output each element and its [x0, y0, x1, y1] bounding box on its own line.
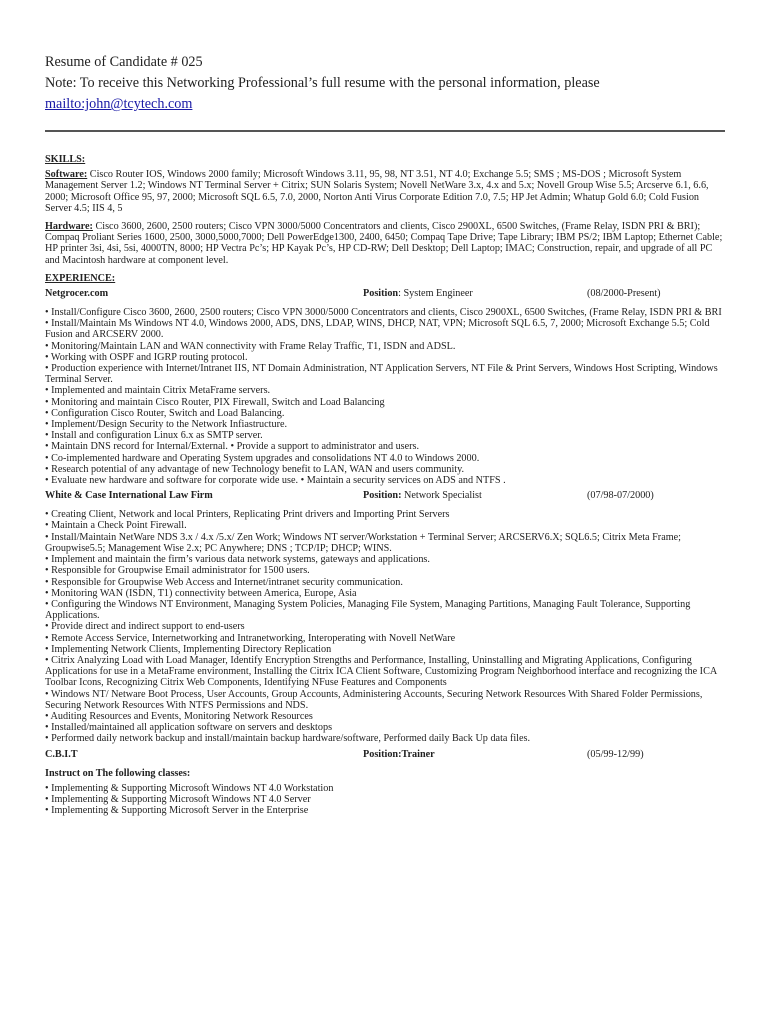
- job-position: [363, 288, 473, 299]
- company-name: White & Case International Law Firm: [45, 490, 213, 502]
- list-item: • Remote Access Service, Internetworking and Intranetworking, Interoperating with Novell NetWare: [45, 632, 456, 644]
- hardware-label: Hardware:: [45, 221, 93, 233]
- list-item: • Implementing & Supporting Microsoft Server in the Enterprise: [45, 805, 309, 817]
- list-item: • Implementing & Supporting Microsoft Windows NT 4.0 Server: [45, 793, 311, 805]
- company-name: C.B.I.T: [45, 748, 78, 760]
- job-bullets: [45, 783, 725, 817]
- list-item: • Install/Maintain NetWare NDS 3.x / 4.x /5.x/ Zen Work; Windows NT server/Workstation + Terminal Server; ARCSERV6.X; SQL6.5; Citrix Meta Frame; Groupwise5.5; Management Wise 2.x; PC Anywhere; DNS ; TCP/IP; DHCP; WINS.: [45, 531, 681, 554]
- list-item: • Install and configuration Linux 6.x as SMTP server.: [45, 430, 263, 442]
- list-item: • Implementing Network Clients, Implementing Directory Replication: [45, 643, 332, 655]
- resume-body: [45, 154, 725, 816]
- list-item: • Creating Client, Network and local Printers, Replicating Print drivers and Importing Print Servers: [45, 509, 450, 521]
- position-title: : System Engineer: [398, 288, 473, 300]
- skills-heading: SKILLS:: [45, 154, 86, 165]
- list-item: • Monitoring WAN (ISDN, T1) connectivity between America, Europe, Asia: [45, 587, 357, 599]
- position-title: Network Specialist: [401, 490, 482, 502]
- software-label: Software:: [45, 169, 88, 181]
- list-item: • Evaluate new hardware and software for corporate wide use. • Maintain a security services on ADS and NTFS .: [45, 475, 506, 487]
- list-item: • Install/Configure Cisco 3600, 2600, 2500 routers; Cisco VPN 3000/5000 Concentrators and clients, Cisco 2900XL, 6500 Switches, (Frame Relay, ISDN PRI & BRI: [45, 307, 722, 319]
- company-name: Netgrocer.com: [45, 288, 109, 300]
- resume-header: [45, 52, 735, 115]
- software-text: Cisco Router IOS, Windows 2000 family; Microsoft Windows 3.11, 95, 98, NT 3.51, NT 4.0; Exchange 5.5; SMS ; MS-DOS ; Microsoft System Management Server 1.2; Windows NT Terminal Server + Citrix; SUN Solaris System; Novell NetWare 3.x, 4.x and 5.x; Novell Group Wise 5.5; Arcserve 6.1, 6.6, 2000; Microsoft Office 95, 97, 2000; Microsoft SQL 6.5, 7.0, 2000, Norton Anti Virus Corporate Edition 7.0, 7.5; HP Jet Admin; Whatup Gold 6.0; Cold Fusion Server 4.5; IIS 4, 5: [45, 169, 709, 214]
- list-item: • Maintain DNS record for Internal/External. • Provide a support to administrator and users.: [45, 441, 420, 453]
- job-bullets: [45, 307, 725, 486]
- list-item: • Monitoring/Maintain LAN and WAN connectivity with Frame Relay Traffic, T1, ISDN and ADSL.: [45, 340, 456, 352]
- job-header: [45, 288, 725, 302]
- list-item: • Implemented and maintain Citrix MetaFrame servers.: [45, 385, 271, 397]
- list-item: • Co-implemented hardware and Operating System upgrades and consolidations NT 4.0 to Windows 2000.: [45, 452, 480, 464]
- list-item: • Responsible for Groupwise Web Access and Internet/intranet security communication.: [45, 576, 403, 588]
- hardware-skills: [45, 221, 725, 266]
- position-label: Position:: [363, 490, 402, 502]
- job-position: [363, 490, 482, 501]
- instruct-heading: Instruct on The following classes:: [45, 767, 191, 779]
- experience-heading: EXPERIENCE:: [45, 272, 116, 284]
- job-position: [363, 749, 435, 760]
- list-item: • Install/Maintain Ms Windows NT 4.0, Windows 2000, ADS, DNS, LDAP, WINS, DHCP, NAT, VPN; Microsoft SQL 6.5, 7, 2000; Microsoft Exchange 5.5; Cold Fusion and ARCSERV 2000.: [45, 318, 710, 341]
- list-item: • Research potential of any advantage of new Technology benefit to LAN, WAN and users community.: [45, 463, 465, 475]
- list-item: • Production experience with Internet/Intranet IIS, NT Domain Administration, NT Application Servers, NT File & Print Servers, Windows Host Scripting, Windows Terminal Server.: [45, 363, 718, 386]
- header-divider: [45, 130, 725, 132]
- list-item: • Auditing Resources and Events, Monitoring Network Resources: [45, 710, 313, 722]
- position-label: Position: [363, 288, 399, 300]
- job-dates: (08/2000-Present): [587, 288, 661, 300]
- list-item: • Working with OSPF and IGRP routing protocol.: [45, 351, 248, 363]
- resume-title: Resume of Candidate # 025: [45, 54, 203, 70]
- list-item: • Installed/maintained all application software on servers and desktops: [45, 722, 333, 734]
- list-item: • Performed daily network backup and install/maintain backup hardware/software, Performed daily Back Up data files.: [45, 733, 531, 745]
- job-header: [45, 490, 725, 504]
- hardware-text: Cisco 3600, 2600, 2500 routers; Cisco VPN 3000/5000 Concentrators and clients, Cisco 2900XL, 6500 Switches, (Frame Relay, ISDN PRI & BRI); Compaq Proliant Series 1600, 2500, 3000,5000,7000; Dell PowerEdge1300, 2400, 6450; Compaq Tape Drive; Tape Library; IBM PS/2; IBM Laptop; Ethernet Cable; HP printer 3si, 4si, 5si, 4000TN, 8000; HP Vectra Pc’s; HP Kayak Pc’s, HP CD-RW; Dell Desktop; Dell Laptop; IMAC; Construction, repair, and upgrade of all PC and Macintosh hardware at component level.: [45, 221, 723, 266]
- list-item: • Implementing & Supporting Microsoft Windows NT 4.0 Workstation: [45, 782, 334, 794]
- software-skills: [45, 169, 725, 214]
- job-bullets: [45, 509, 725, 744]
- list-item: • Monitoring and maintain Cisco Router, PIX Firewall, Switch and Load Balancing: [45, 396, 385, 408]
- list-item: • Configuration Cisco Router, Switch and Load Balancing.: [45, 407, 285, 419]
- list-item: • Citrix Analyzing Load with Load Manager, Identify Encryption Strengths and Performance, Installing, Uninstalling and Migrating Applications, Configuring Applications for use in a MetaFrame environment, Installing the Citrix ICA Client Software, Customizing Program Neighborhood interface and recognizing the ICA Toolbar Icons, Recognizing Citrix Web Components, Identifying NFuse Features and Components: [45, 654, 717, 689]
- job-header: [45, 749, 725, 763]
- list-item: • Responsible for Groupwise Email administrator for 1500 users.: [45, 565, 310, 577]
- job-dates: (07/98-07/2000): [587, 490, 654, 502]
- contact-note: Note: To receive this Networking Professional’s full resume with the personal information, please: [45, 75, 600, 91]
- list-item: • Configuring the Windows NT Environment, Managing System Policies, Managing File System, Managing Partitions, Managing Fault Tolerance, Supporting Applications.: [45, 598, 691, 622]
- position-label: Position:Trainer: [363, 748, 435, 760]
- list-item: • Implement and maintain the firm’s various data network systems, gateways and applications.: [45, 554, 430, 566]
- list-item: • Provide direct and indirect support to end-users: [45, 621, 245, 633]
- list-item: • Maintain a Check Point Firewall.: [45, 520, 187, 532]
- job-dates: (05/99-12/99): [587, 748, 644, 760]
- list-item: • Windows NT/ Netware Boot Process, User Accounts, Group Accounts, Administering Accounts, Securing Network Resources With Shared Folder Permissions, Securing Network Resources With NTFS Permissions and NDS.: [45, 688, 703, 711]
- email-link[interactable]: mailto:john@tcytech.com: [45, 96, 193, 112]
- list-item: • Implement/Design Security to the Network Infiastructure.: [45, 419, 288, 431]
